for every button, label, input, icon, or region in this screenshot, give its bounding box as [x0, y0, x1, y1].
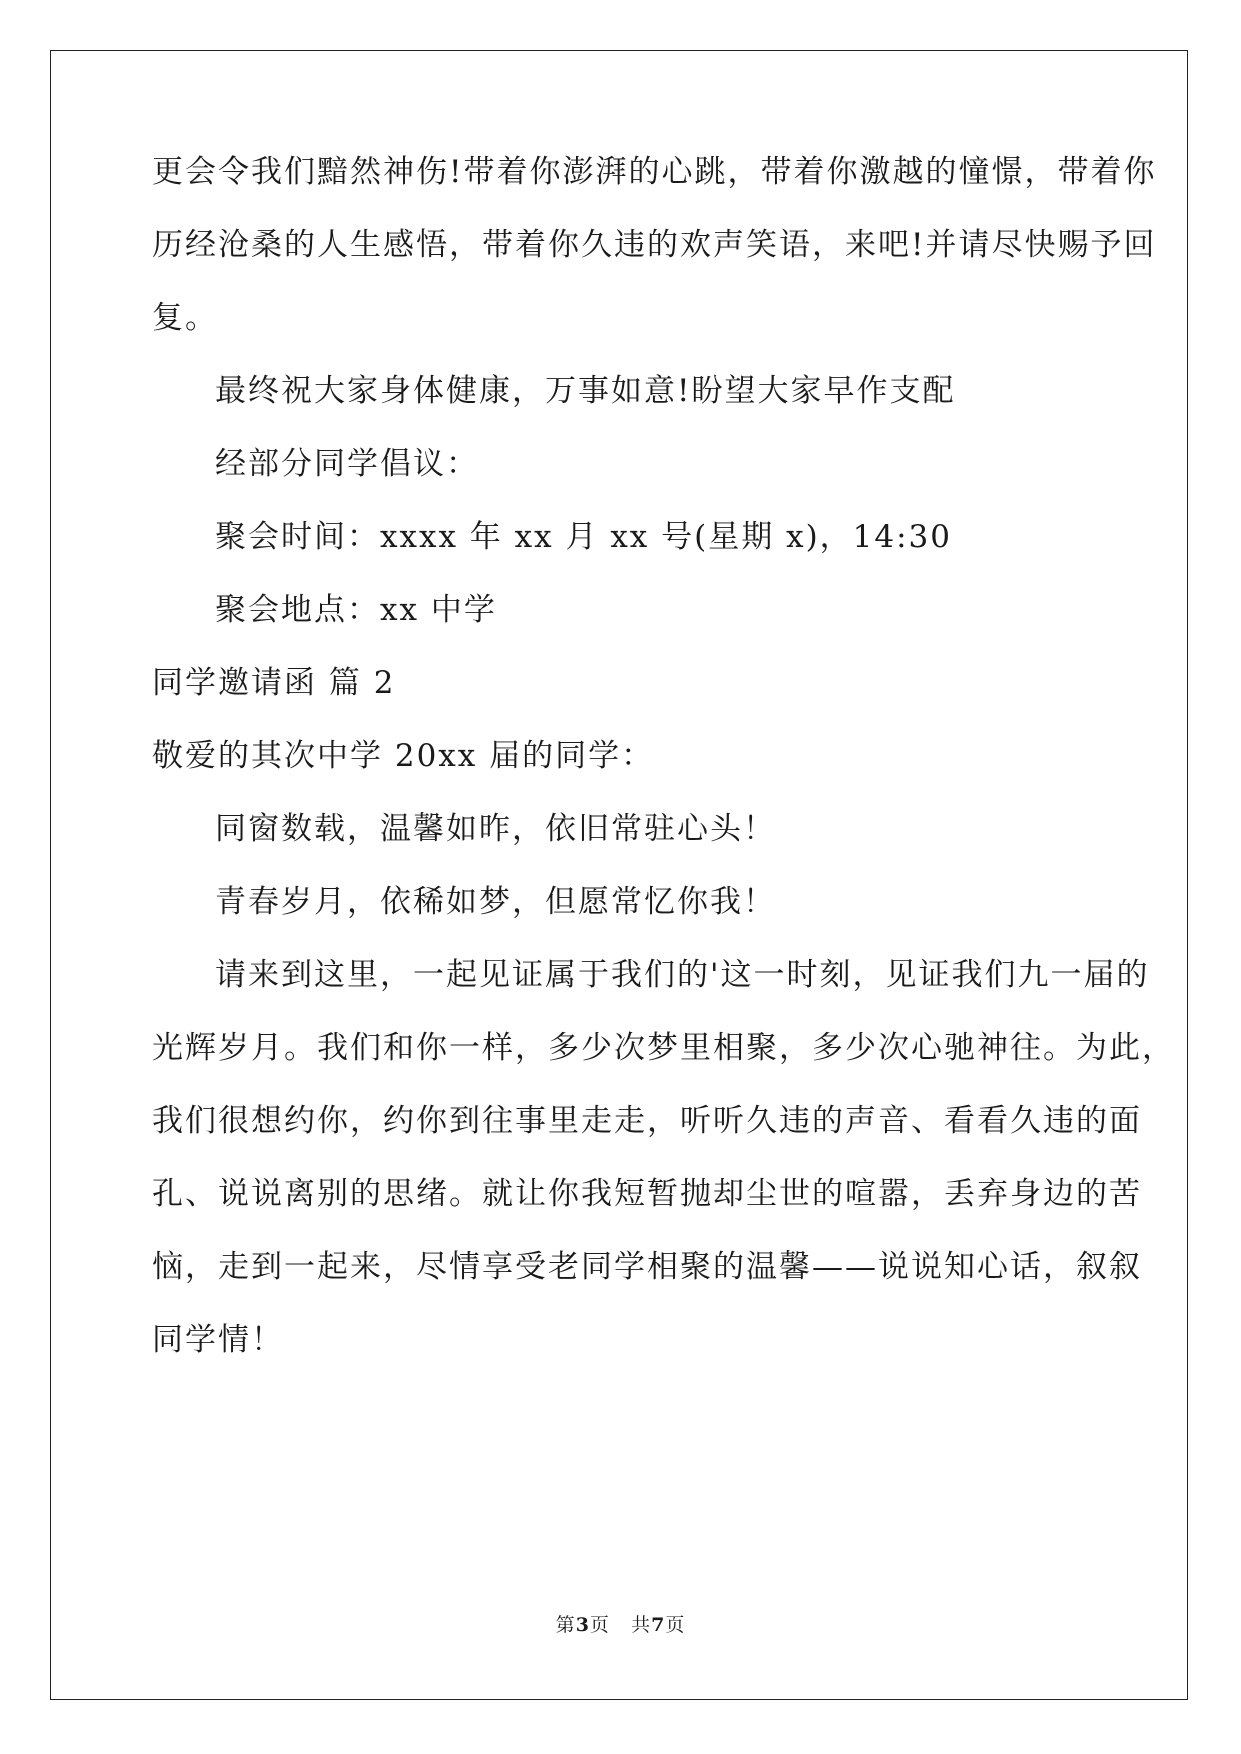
- page-total: 7: [651, 1614, 666, 1636]
- total-prefix: 共: [631, 1614, 652, 1636]
- proposal-label: 经部分同学倡议：: [215, 446, 479, 482]
- body-line-13: 光辉岁月。我们和你一样，多少次梦里相聚，多少次心驰神往。为此，: [152, 1030, 1175, 1066]
- body-line-15: 孔、说说离别的思绪。就让你我短暂抛却尘世的喧嚣，丢弃身边的苦: [152, 1176, 1142, 1212]
- gathering-location: 聚会地点：xx 中学: [215, 592, 497, 628]
- body-line-12: 请来到这里，一起见证属于我们的'这一时刻，见证我们九一届的: [215, 957, 1150, 993]
- gathering-time: 聚会时间：xxxx 年 xx 月 xx 号(星期 x)，14:30: [215, 519, 952, 555]
- body-line-1: 更会令我们黯然神伤!带着你澎湃的心跳，带着你激越的憧憬，带着你: [152, 154, 1157, 190]
- body-line-3: 复。: [152, 300, 218, 336]
- page-footer: [0, 1610, 1241, 1637]
- page-suffix: 页: [589, 1614, 610, 1636]
- section-heading: 同学邀请函 篇 2: [152, 665, 396, 701]
- salutation: 敬爱的其次中学 20xx 届的同学：: [152, 738, 655, 774]
- closing-wish: 最终祝大家身体健康，万事如意!盼望大家早作支配: [215, 373, 956, 409]
- page-border: [50, 50, 1188, 1700]
- total-suffix: 页: [665, 1614, 686, 1636]
- page-prefix: 第: [555, 1614, 576, 1636]
- body-line-2: 历经沧桑的人生感悟，带着你久违的欢声笑语，来吧!并请尽快赐予回: [152, 227, 1157, 263]
- body-line-10: 同窗数载，温馨如昨，依旧常驻心头！: [215, 811, 776, 847]
- body-line-17: 同学情！: [152, 1322, 284, 1358]
- body-line-11: 青春岁月，依稀如梦，但愿常忆你我！: [215, 884, 776, 920]
- page-current: 3: [575, 1614, 590, 1636]
- body-line-14: 我们很想约你，约你到往事里走走，听听久违的声音、看看久违的面: [152, 1103, 1142, 1139]
- body-line-16: 恼，走到一起来，尽情享受老同学相聚的温馨——说说知心话，叙叙: [152, 1249, 1142, 1285]
